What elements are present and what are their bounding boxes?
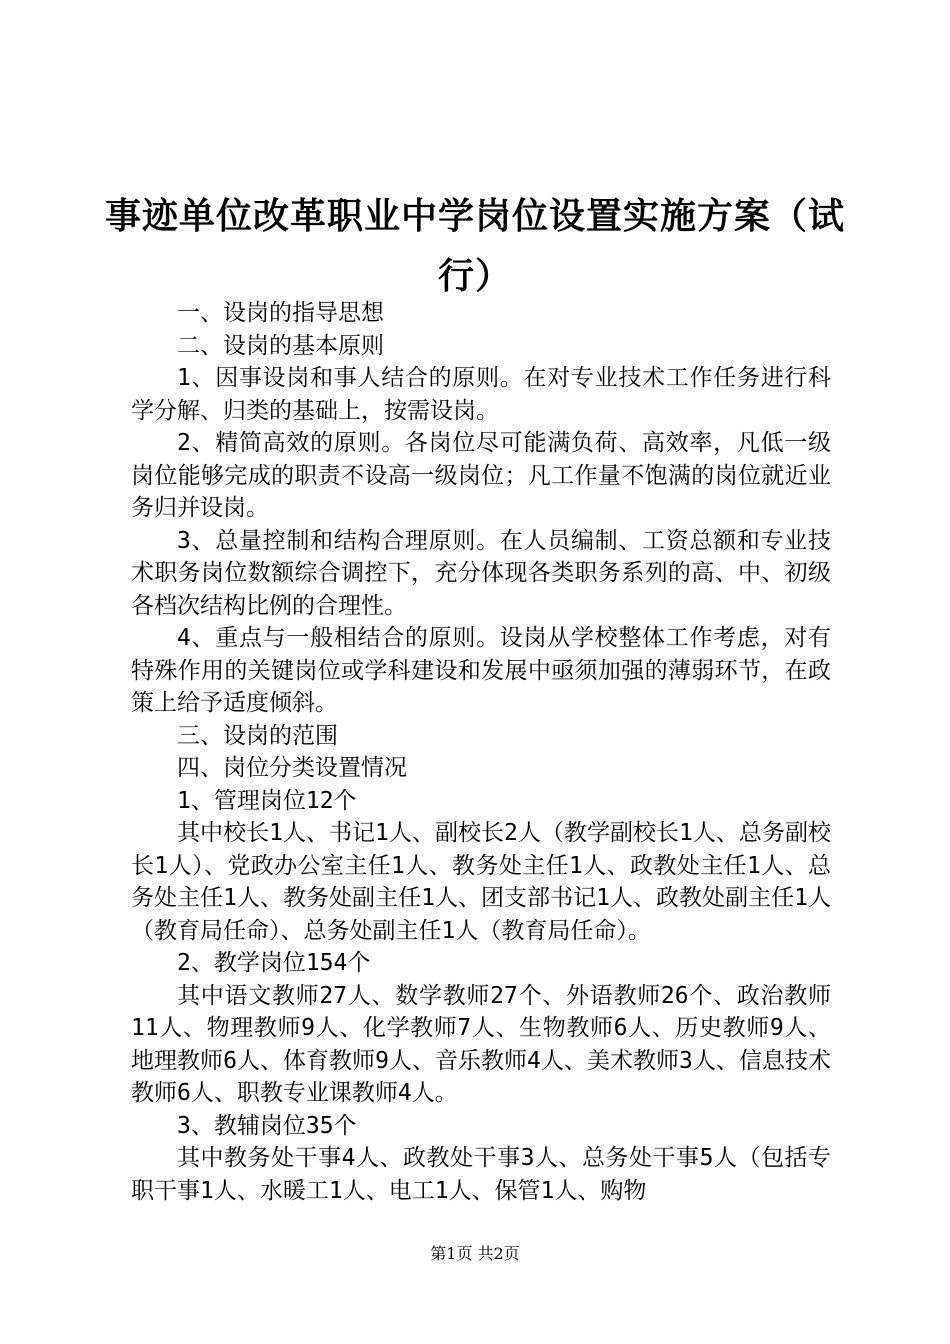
paragraph-principle-1: 1、因事设岗和事人结合的原则。在对专业技术工作任务进行科学分解、归类的基础上，按需设岗。 xyxy=(131,365,831,424)
paragraph-heading-3: 三、设岗的范围 xyxy=(177,722,338,749)
paragraph-principle-2: 2、精简高效的原则。各岗位尽可能满负荷、高效率，凡低一级岗位能够完成的职责不设高一级岗位；凡工作量不饱满的岗位就近业务归并设岗。 xyxy=(131,430,831,521)
paragraph-principle-3: 3、总量控制和结构合理原则。在人员编制、工资总额和专业技术职务岗位数额综合调控下，充分体现各类职务系列的高、中、初级各档次结构比例的合理性。 xyxy=(131,527,831,619)
paragraph-heading-2: 二、设岗的基本原则 xyxy=(177,332,384,359)
page-footer: 第1页 共2页 xyxy=(430,1244,520,1263)
paragraph-management-detail: 其中校长1人、书记1人、副校长2人（教学副校长1人、总务副校长1人）、党政办公室主任1人、教务处主任1人、政教处主任1人、总务处主任1人、教务处副主任1人、团支部书记1人、政教处副主任1人（教育局任命）、总务处副主任1人（教育局任命）。 xyxy=(131,820,831,944)
paragraph-heading-4: 四、岗位分类设置情况 xyxy=(177,755,407,781)
paragraph-principle-4: 4、重点与一般相结合的原则。设岗从学校整体工作考虑，对有特殊作用的关键岗位或学科建设和发展中亟须加强的薄弱环节，在政策上给予适度倾斜。 xyxy=(131,625,831,716)
document-title: 事迹单位改革职业中学岗位设置实施方案（试行） xyxy=(104,195,845,297)
paragraph-management-title: 1、管理岗位12个 xyxy=(177,787,357,814)
paragraph-support-detail: 其中教务处干事4人、政教处干事3人、总务处干事5人（包括专职干事1人、水暖工1人、电工1人、保管1人、购物 xyxy=(131,1145,831,1204)
paragraph-teaching-detail: 其中语文教师27人、数学教师27个、外语教师26个、政治教师11人、物理教师9人、化学教师7人、生物教师6人、历史教师9人、地理教师6人、体育教师9人、音乐教师4人、美术教师3人、信息技术教师6人、职教专业课教师4人。 xyxy=(131,982,831,1106)
paragraph-support-title: 3、教辅岗位35个 xyxy=(177,1112,357,1139)
document-body xyxy=(131,297,831,1207)
paragraph-teaching-title: 2、教学岗位154个 xyxy=(177,950,371,976)
paragraph-heading-1: 一、设岗的指导思想 xyxy=(177,300,384,326)
